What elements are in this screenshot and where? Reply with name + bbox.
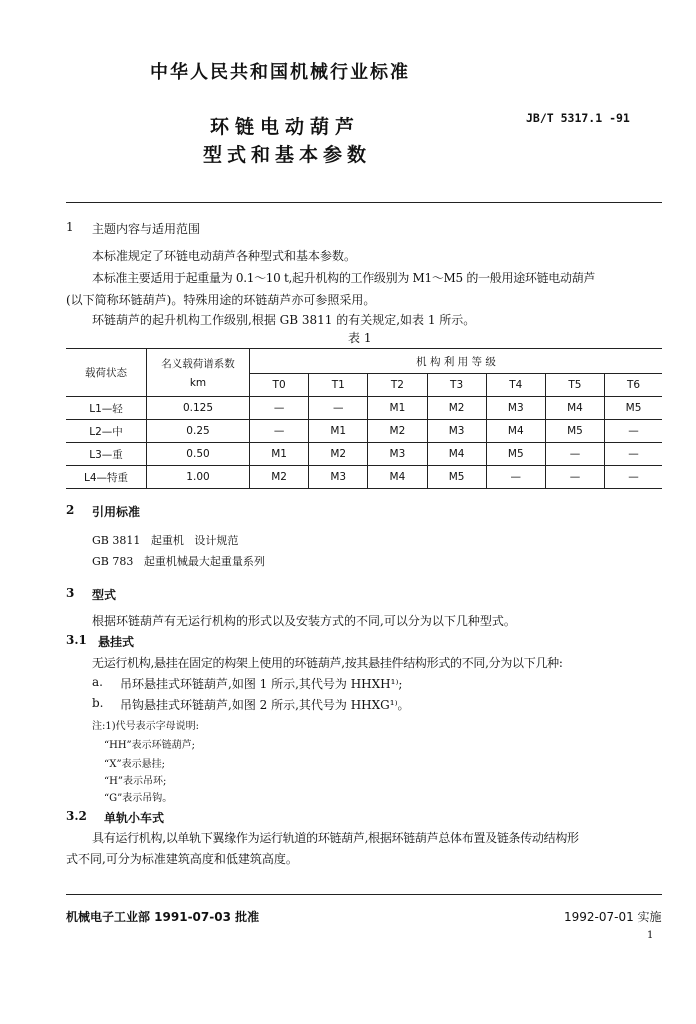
table-cell: —: [605, 420, 662, 443]
section1-para2-line1: 本标准主要适用于起重量为 0.1～10 t,起升机构的工作级别为 M1～M5 的一般用途环链电动葫芦: [92, 271, 596, 285]
class-t3: T3: [427, 374, 486, 397]
item-a-label: a.: [92, 675, 103, 689]
table-cell: M5: [545, 420, 604, 443]
note-line: “H”表示吊环;: [104, 776, 167, 787]
section2-number: 2: [66, 503, 75, 517]
subsection-3-2-line1: 具有运行机构,以单轨下翼缘作为运行轨道的环链葫芦,根据环链葫芦总体布置及链条传动结构形: [92, 831, 579, 845]
table-row: [66, 420, 662, 443]
section3-number: 3: [66, 586, 75, 600]
class-t2: T2: [368, 374, 427, 397]
table-cell: —: [545, 466, 604, 489]
table-cell: —: [545, 443, 604, 466]
class-t6: T6: [605, 374, 662, 397]
class-t1: T1: [309, 374, 368, 397]
table-cell: M1: [250, 443, 309, 466]
work-class-table: [66, 348, 662, 489]
subsection-3-2-line2: 式不同,可分为标准建筑高度和低建筑高度。: [66, 852, 298, 866]
table-cell: M1: [309, 420, 368, 443]
subsection-3-2-number: 3.2: [66, 809, 87, 823]
item-b-label: b.: [92, 696, 104, 710]
table-cell: —: [309, 397, 368, 420]
table-cell: M3: [486, 397, 545, 420]
reference-gb783: GB 783 起重机械最大起重量系列: [92, 555, 265, 568]
table-cell: M3: [309, 466, 368, 489]
doc-title-line1: 环链电动葫芦: [210, 116, 361, 138]
table-cell: M2: [250, 466, 309, 489]
section2-heading: 引用标准: [92, 505, 141, 519]
table-cell: M2: [368, 420, 427, 443]
note-line: “X”表示悬挂;: [104, 759, 165, 770]
header-load-state: 载荷状态: [66, 349, 147, 397]
row-km: 1.00: [147, 466, 250, 489]
note-title: 注:1)代号表示字母说明:: [92, 721, 200, 732]
header-spectrum-coefficient: [147, 349, 250, 397]
section1-para2-line2: (以下简称环链葫芦)。特殊用途的环链葫芦亦可参照采用。: [66, 293, 376, 307]
item-b-text: 吊钩悬挂式环链葫芦,如图 2 所示,其代号为 HHXG¹⁾。: [120, 698, 410, 712]
row-load-state: L3—重: [66, 443, 147, 466]
page-number: 1: [647, 930, 654, 941]
table-caption: 表 1: [348, 331, 372, 345]
row-load-state: L2—中: [66, 420, 147, 443]
table-cell: M3: [368, 443, 427, 466]
footer-rule: [66, 894, 662, 895]
section1-heading: 主题内容与适用范围: [92, 222, 201, 236]
table-cell: M3: [427, 420, 486, 443]
table-cell: M2: [309, 443, 368, 466]
subsection-3-1-number: 3.1: [66, 633, 87, 647]
table-cell: —: [486, 466, 545, 489]
subsection-3-2-heading: 单轨小车式: [104, 811, 165, 825]
subsection-3-1-text: 无运行机构,悬挂在固定的构架上使用的环链葫芦,按其悬挂件结构形式的不同,分为以下几种:: [92, 656, 563, 670]
header-utilization-class: 机 构 利 用 等 级: [250, 349, 663, 374]
subsection-3-1-heading: 悬挂式: [98, 635, 135, 649]
org-title: 中华人民共和国机械行业标准: [150, 62, 410, 83]
header-rule: [66, 202, 662, 203]
table-cell: M4: [427, 443, 486, 466]
row-load-state: L1—轻: [66, 397, 147, 420]
table-cell: M5: [486, 443, 545, 466]
row-load-state: L4—特重: [66, 466, 147, 489]
table-cell: M5: [605, 397, 662, 420]
class-t4: T4: [486, 374, 545, 397]
section3-intro: 根据环链葫芦有无运行机构的形式以及安装方式的不同,可以分为以下几种型式。: [92, 614, 516, 628]
class-t0: T0: [250, 374, 309, 397]
class-t5: T5: [545, 374, 604, 397]
approval-line: 机械电子工业部 1991-07-03 批准: [66, 910, 260, 924]
standard-number: JB/T 5317.1 -91: [526, 111, 630, 125]
table-cell: M5: [427, 466, 486, 489]
table-row: [66, 466, 662, 489]
section1-para1: 本标准规定了环链电动葫芦各种型式和基本参数。: [92, 249, 357, 263]
table-cell: M4: [368, 466, 427, 489]
table-cell: —: [250, 397, 309, 420]
section1-number: 1: [66, 220, 74, 234]
header-coeff-name: 名义载荷谱系数: [161, 358, 235, 370]
row-km: 0.125: [147, 397, 250, 420]
reference-gb3811: GB 3811 起重机 设计规范: [92, 534, 239, 547]
section3-heading: 型式: [92, 588, 117, 602]
section1-para3: 环链葫芦的起升机构工作级别,根据 GB 3811 的有关规定,如表 1 所示。: [92, 313, 476, 327]
header-coeff-symbol: km: [189, 377, 207, 389]
table-row: [66, 443, 662, 466]
item-a-text: 吊环悬挂式环链葫芦,如图 1 所示,其代号为 HHXH¹⁾;: [120, 677, 403, 691]
table-cell: —: [605, 443, 662, 466]
row-km: 0.50: [147, 443, 250, 466]
table-cell: M4: [545, 397, 604, 420]
table-cell: M1: [368, 397, 427, 420]
table-cell: M2: [427, 397, 486, 420]
table-cell: M4: [486, 420, 545, 443]
table-cell: —: [250, 420, 309, 443]
doc-title-line2: 型式和基本参数: [203, 144, 372, 166]
effective-date: 1992-07-01 实施: [564, 910, 662, 924]
table-row: [66, 397, 662, 420]
note-line: “G”表示吊钩。: [104, 793, 173, 804]
note-line: “HH”表示环链葫芦;: [104, 740, 196, 751]
table-cell: —: [605, 466, 662, 489]
row-km: 0.25: [147, 420, 250, 443]
